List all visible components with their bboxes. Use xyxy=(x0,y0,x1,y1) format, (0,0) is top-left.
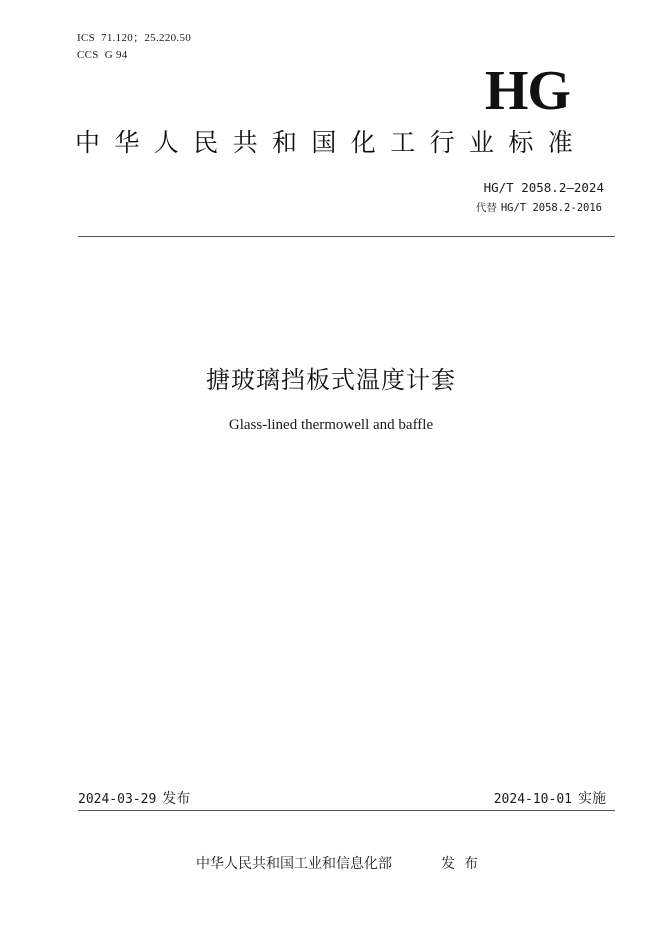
title-chinese: 搪玻璃挡板式温度计套 xyxy=(206,366,456,394)
issue-date: 2024-03-29 xyxy=(78,792,157,807)
ccs-label: CCS xyxy=(77,49,99,61)
ics-line xyxy=(77,32,191,45)
standard-code: HG/T 2058.2—2024 xyxy=(483,180,604,195)
replaces-line xyxy=(476,201,602,215)
hg-logo: HG xyxy=(484,60,570,122)
implement-date-line xyxy=(494,790,606,809)
issue-label: 发布 xyxy=(162,791,191,807)
issue-date-line xyxy=(78,790,190,809)
replaces-value: HG/T 2058.2-2016 xyxy=(500,202,602,214)
title-english: Glass-lined thermowell and baffle xyxy=(228,417,434,433)
ccs-value: G 94 xyxy=(104,49,128,61)
ics-value: 71.120；25.220.50 xyxy=(101,32,192,44)
organization-title: 中华人民共和国化工行业标准 xyxy=(75,128,588,157)
implement-label: 实施 xyxy=(578,791,606,807)
top-divider xyxy=(78,236,615,237)
ics-label: ICS xyxy=(77,32,96,44)
implement-date: 2024-10-01 xyxy=(493,792,572,807)
bottom-divider xyxy=(78,810,615,811)
publisher-name: 中华人民共和国工业和信息化部 xyxy=(196,856,392,872)
publish-label: 发布 xyxy=(441,856,487,872)
ccs-line xyxy=(77,49,128,62)
replaces-label: 代替 xyxy=(475,202,497,214)
